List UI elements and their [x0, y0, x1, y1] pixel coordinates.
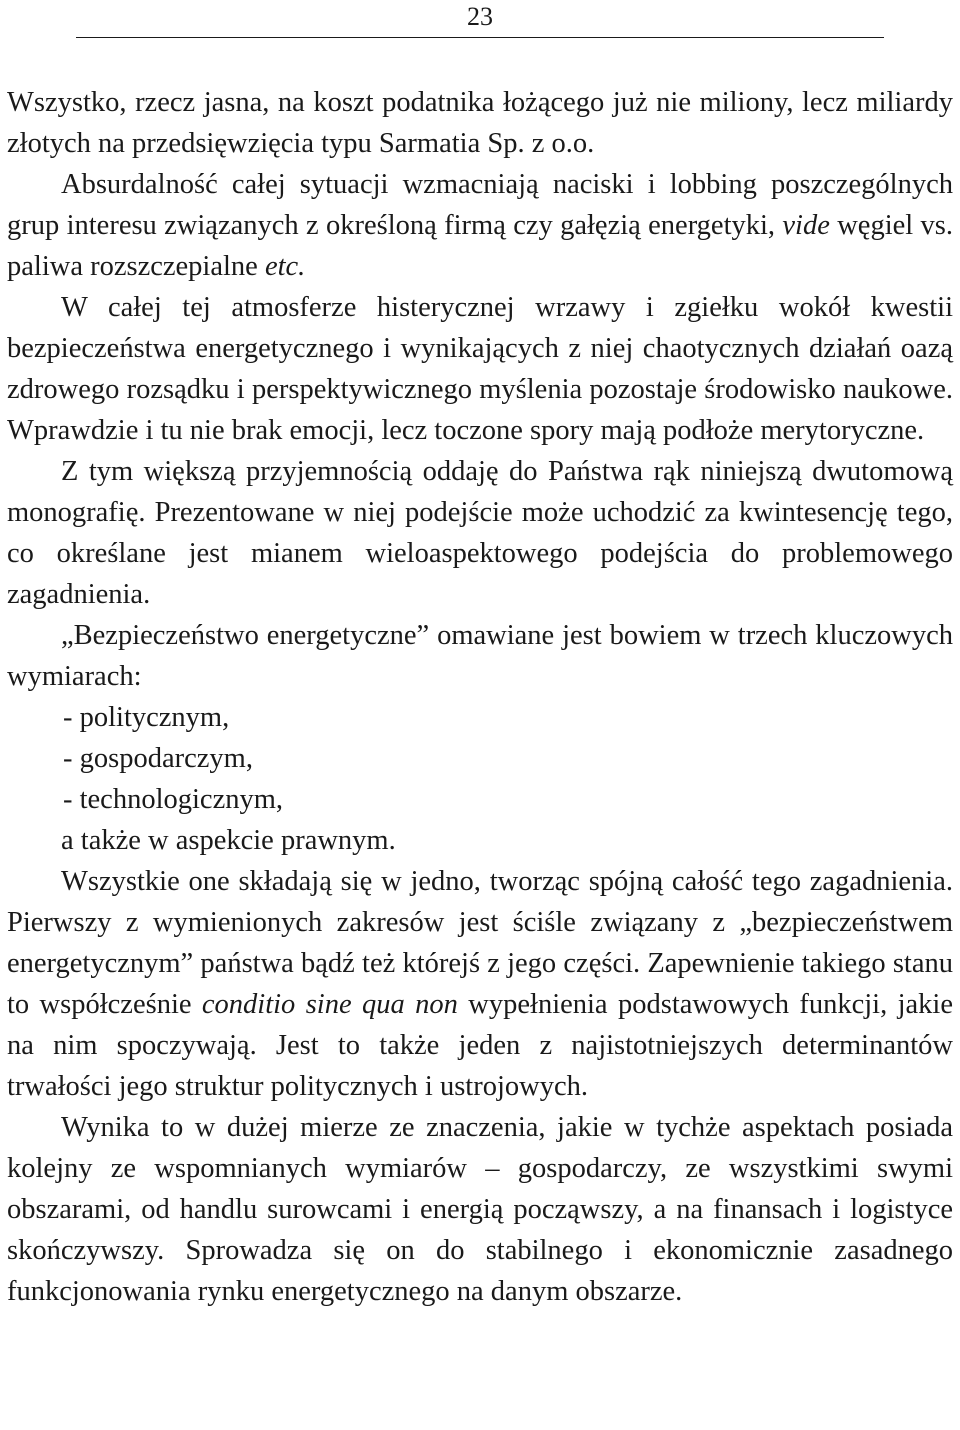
paragraph-2-italic-vide: vide [782, 210, 830, 241]
list-item-economic: - gospodarczym, [63, 743, 253, 774]
paragraph-7-text-cont: wypełnienia podstawowych funkcji, jakie na nim spoczywają. Jest to także jeden z najistotniejszych determinantów trwałości jego struktur politycznych i ustrojowych. [7, 989, 953, 1102]
paragraph-2 [7, 164, 953, 287]
list-item-political: - politycznym, [63, 702, 230, 733]
paragraph-7-text: Wszystkie one składają się w jedno, tworząc spójną całość tego zagadnienia. Pierwszy z wymienionych zakresów jest ściśle związany z „bezpieczeństwem energetycznym” państwa bądź też którejś z jego części. Zapewnienie takiego stanu to współcześnie [7, 866, 953, 1020]
paragraph-2-text-cont: węgiel vs. paliwa rozszczepialne [7, 210, 953, 282]
paragraph-1: Wszystko, rzecz jasna, na koszt podatnika łożącego już nie miliony, lecz miliardy złotych na przedsięwzięcia typu Sarmatia Sp. z o.o. [7, 87, 953, 159]
paragraph-8: Wynika to w dużej mierze ze znaczenia, jakie w tychże aspektach posiada kolejny ze wspomnianych wymiarów – gospodarczy, ze wszystkimi swymi obszarami, od handlu surowcami i energią począwszy, a na finansach i logistyce skończywszy. Sprowadza się on do stabilnego i ekonomicznie zasadnego funkcjonowania rynku energetycznego na danym obszarze. [7, 1112, 953, 1307]
page-number: 23 [467, 2, 493, 31]
paragraph-2-italic-etc: etc. [264, 251, 306, 282]
paragraph-2-text: Absurdalność całej sytuacji wzmacniają naciski i lobbing poszczególnych grup interesu związanych z określoną firmą czy gałęzią energetyki, [7, 169, 953, 241]
paragraph-5: „Bezpieczeństwo energetyczne” omawiane jest bowiem w trzech kluczowych wymiarach: [7, 620, 953, 692]
list-item-technological: - technologicznym, [63, 784, 284, 815]
paragraph-7 [7, 861, 953, 1107]
paragraph-6: a także w aspekcie prawnym. [61, 825, 396, 856]
paragraph-4: Z tym większą przyjemnością oddaję do Państwa rąk niniejszą dwutomową monografię. Prezentowane w niej podejście może uchodzić za kwintesencję tego, co określane jest mianem wieloaspektowego podejścia do problemowego zagadnienia. [7, 456, 953, 610]
paragraph-3: W całej tej atmosferze histerycznej wrzawy i zgiełku wokół kwestii bezpieczeństwa energetycznego i wynikających z niej chaotycznych działań oazą zdrowego rozsądku i perspektywicznego myślenia pozostaje środowisko naukowe. Wprawdzie i tu nie brak emocji, lecz toczone spory mają podłoże merytoryczne. [7, 292, 953, 446]
body-text [7, 82, 953, 1312]
header-rule [76, 37, 884, 38]
paragraph-7-italic-latin: conditio sine qua non [201, 989, 458, 1020]
